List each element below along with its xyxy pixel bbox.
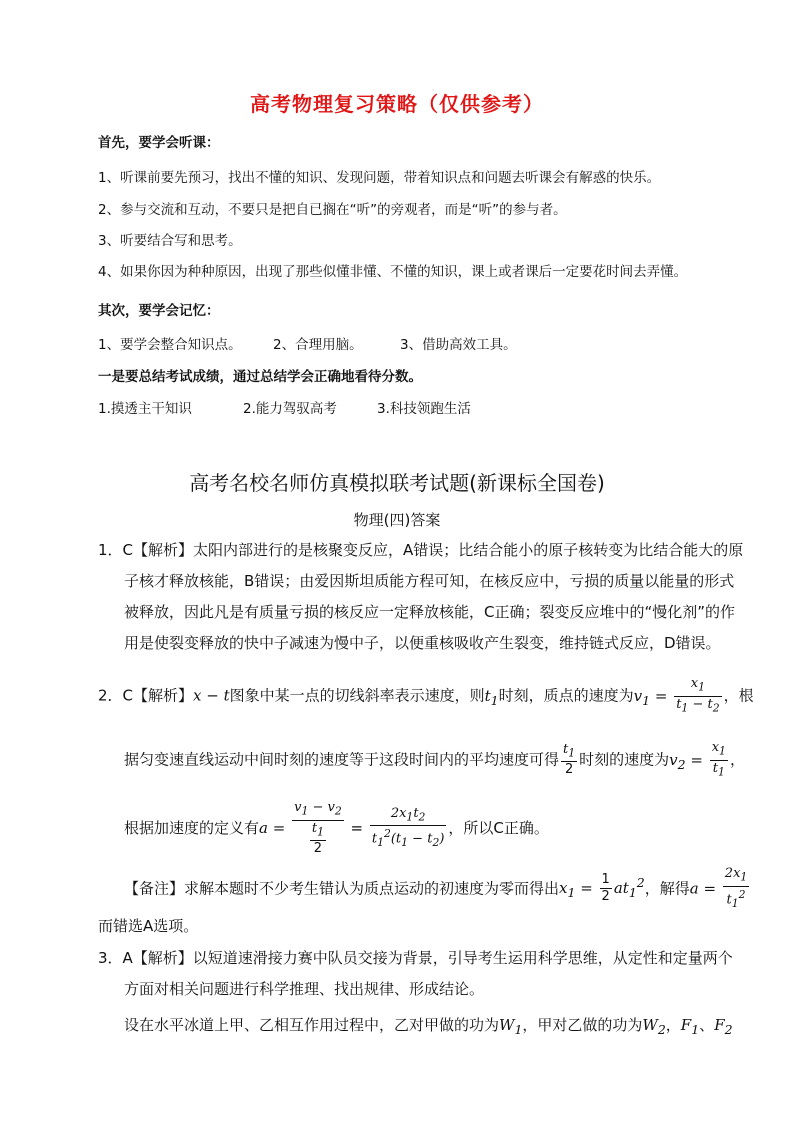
formula-v2: $\frac{x_1}{t_1}$ <box>711 740 726 779</box>
section2-item-3: 3、借助高效工具。 <box>400 337 517 353</box>
tip-1: 1.摸透主干知识 <box>98 401 192 417</box>
exam-subtitle: 物理(四)答案 <box>353 511 441 529</box>
section2-bold-line: 一是要总结考试成绩，通过总结学会正确地看待分数。 <box>98 369 422 385</box>
answer3-line-2: 方面对相关问题进行科学推理、找出规律、形成结论。 <box>124 980 485 998</box>
answer3-line-3: 设在水平冰道上甲、乙相互作用过程中，乙对甲做的功为$W_1$，甲对乙做的功为$W_2$，$F_1$、$F_2$ <box>124 1016 733 1037</box>
tip-2: 2.能力驾驭高考 <box>243 401 337 417</box>
answer2-line-3: 根据加速度的定义有a = $\frac{v_1 - v_2}{\frac{t_1}{2}}$ = $\frac{2x_1t_2}{t_1^2(t_1 - t_2)}$ ，所以C正确。 <box>124 800 549 857</box>
section2-item-2: 2、合理用脑。 <box>273 337 363 353</box>
answer1-line-2: 子核才释放核能，B错误；由爱因斯坦质能方程可知，在核反应中，亏损的质量以能量的形式 <box>124 572 735 590</box>
answer3-line-1: 3．A【解析】以短道速滑接力赛中队员交接为背景，引导考生运用科学思维，从定性和定量两个 <box>98 949 733 967</box>
exam-title: 高考名校名师仿真模拟联考试题(新课标全国卷) <box>189 471 605 495</box>
answer1-line-3: 被释放，因此凡是有质量亏损的核反应一定释放核能，C正确；裂变反应堆中的“慢化剂”的作 <box>124 603 736 621</box>
formula-t1-half: $\frac{t_1}{2}$ <box>563 741 576 778</box>
section2-heading: 其次，要学会记忆： <box>98 303 220 319</box>
answer2-line-1: 2．C【解析】x − t图象中某一点的切线斜率表示速度，则$t_1$时刻，质点的速度为$v_1$ = $\frac{x_1}{t_1 - t_2}$ ，根 <box>98 676 754 715</box>
answer2-note: 【备注】求解本题时不少考生错认为质点运动的初速度为零而得出$x_1$ = $\frac{1}{2}$ $at_1^2$，解得a = $\frac{2x_1}{t_1^2}$ <box>124 866 748 910</box>
section1-item-4: 4、如果你因为种种原因，出现了那些似懂非懂、不懂的知识，课上或者课后一定要花时间去弄懂。 <box>98 264 688 280</box>
answer1-line-1: 1．C【解析】太阳内部进行的是核聚变反应，A错误；比结合能小的原子核转变为比结合能大的原 <box>98 541 744 559</box>
formula-a-def: $\frac{v_1 - v_2}{\frac{t_1}{2}}$ <box>294 800 342 857</box>
section2-item-1: 1、要学会整合知识点。 <box>98 337 242 353</box>
math-t1: $t_1$ <box>484 686 499 708</box>
section1-heading: 首先，要学会听课： <box>98 135 220 151</box>
section1-item-2: 2、参与交流和互动，不要只是把自已搁在“听”的旁观者，而是“听”的参与者。 <box>98 202 567 218</box>
section1-item-3: 3、听要结合写和思考。 <box>98 233 242 249</box>
tip-3: 3.科技领跑生活 <box>377 401 471 417</box>
answer2-line-2: 据匀变速直线运动中间时刻的速度等于这段时间内的平均速度可得 $\frac{t_1}{2}$ 时刻的速度为$v_2$ = $\frac{x_1}{t_1}$ ， <box>124 740 745 779</box>
formula-a-wrong: $\frac{2x_1}{t_1^2}$ <box>724 866 748 910</box>
answer2-note-end: 而错选A选项。 <box>98 917 199 935</box>
answer1-line-4: 用是使裂变释放的快中子减速为慢中子，以便重核吸收产生裂变，维持链式反应，D错误。 <box>124 634 721 652</box>
section1-item-1: 1、听课前要先预习，找出不懂的知识、发现问题，带着知识点和问题去听课会有解惑的快乐。 <box>98 170 661 186</box>
formula-a-result: $\frac{2x_1t_2}{t_1^2(t_1 - t_2)}$ <box>371 805 445 850</box>
page-title: 高考物理复习策略（仅供参考） <box>250 92 544 116</box>
formula-v1: $\frac{x_1}{t_1 - t_2}$ <box>676 676 720 715</box>
math-x-t: x − t <box>193 686 230 705</box>
